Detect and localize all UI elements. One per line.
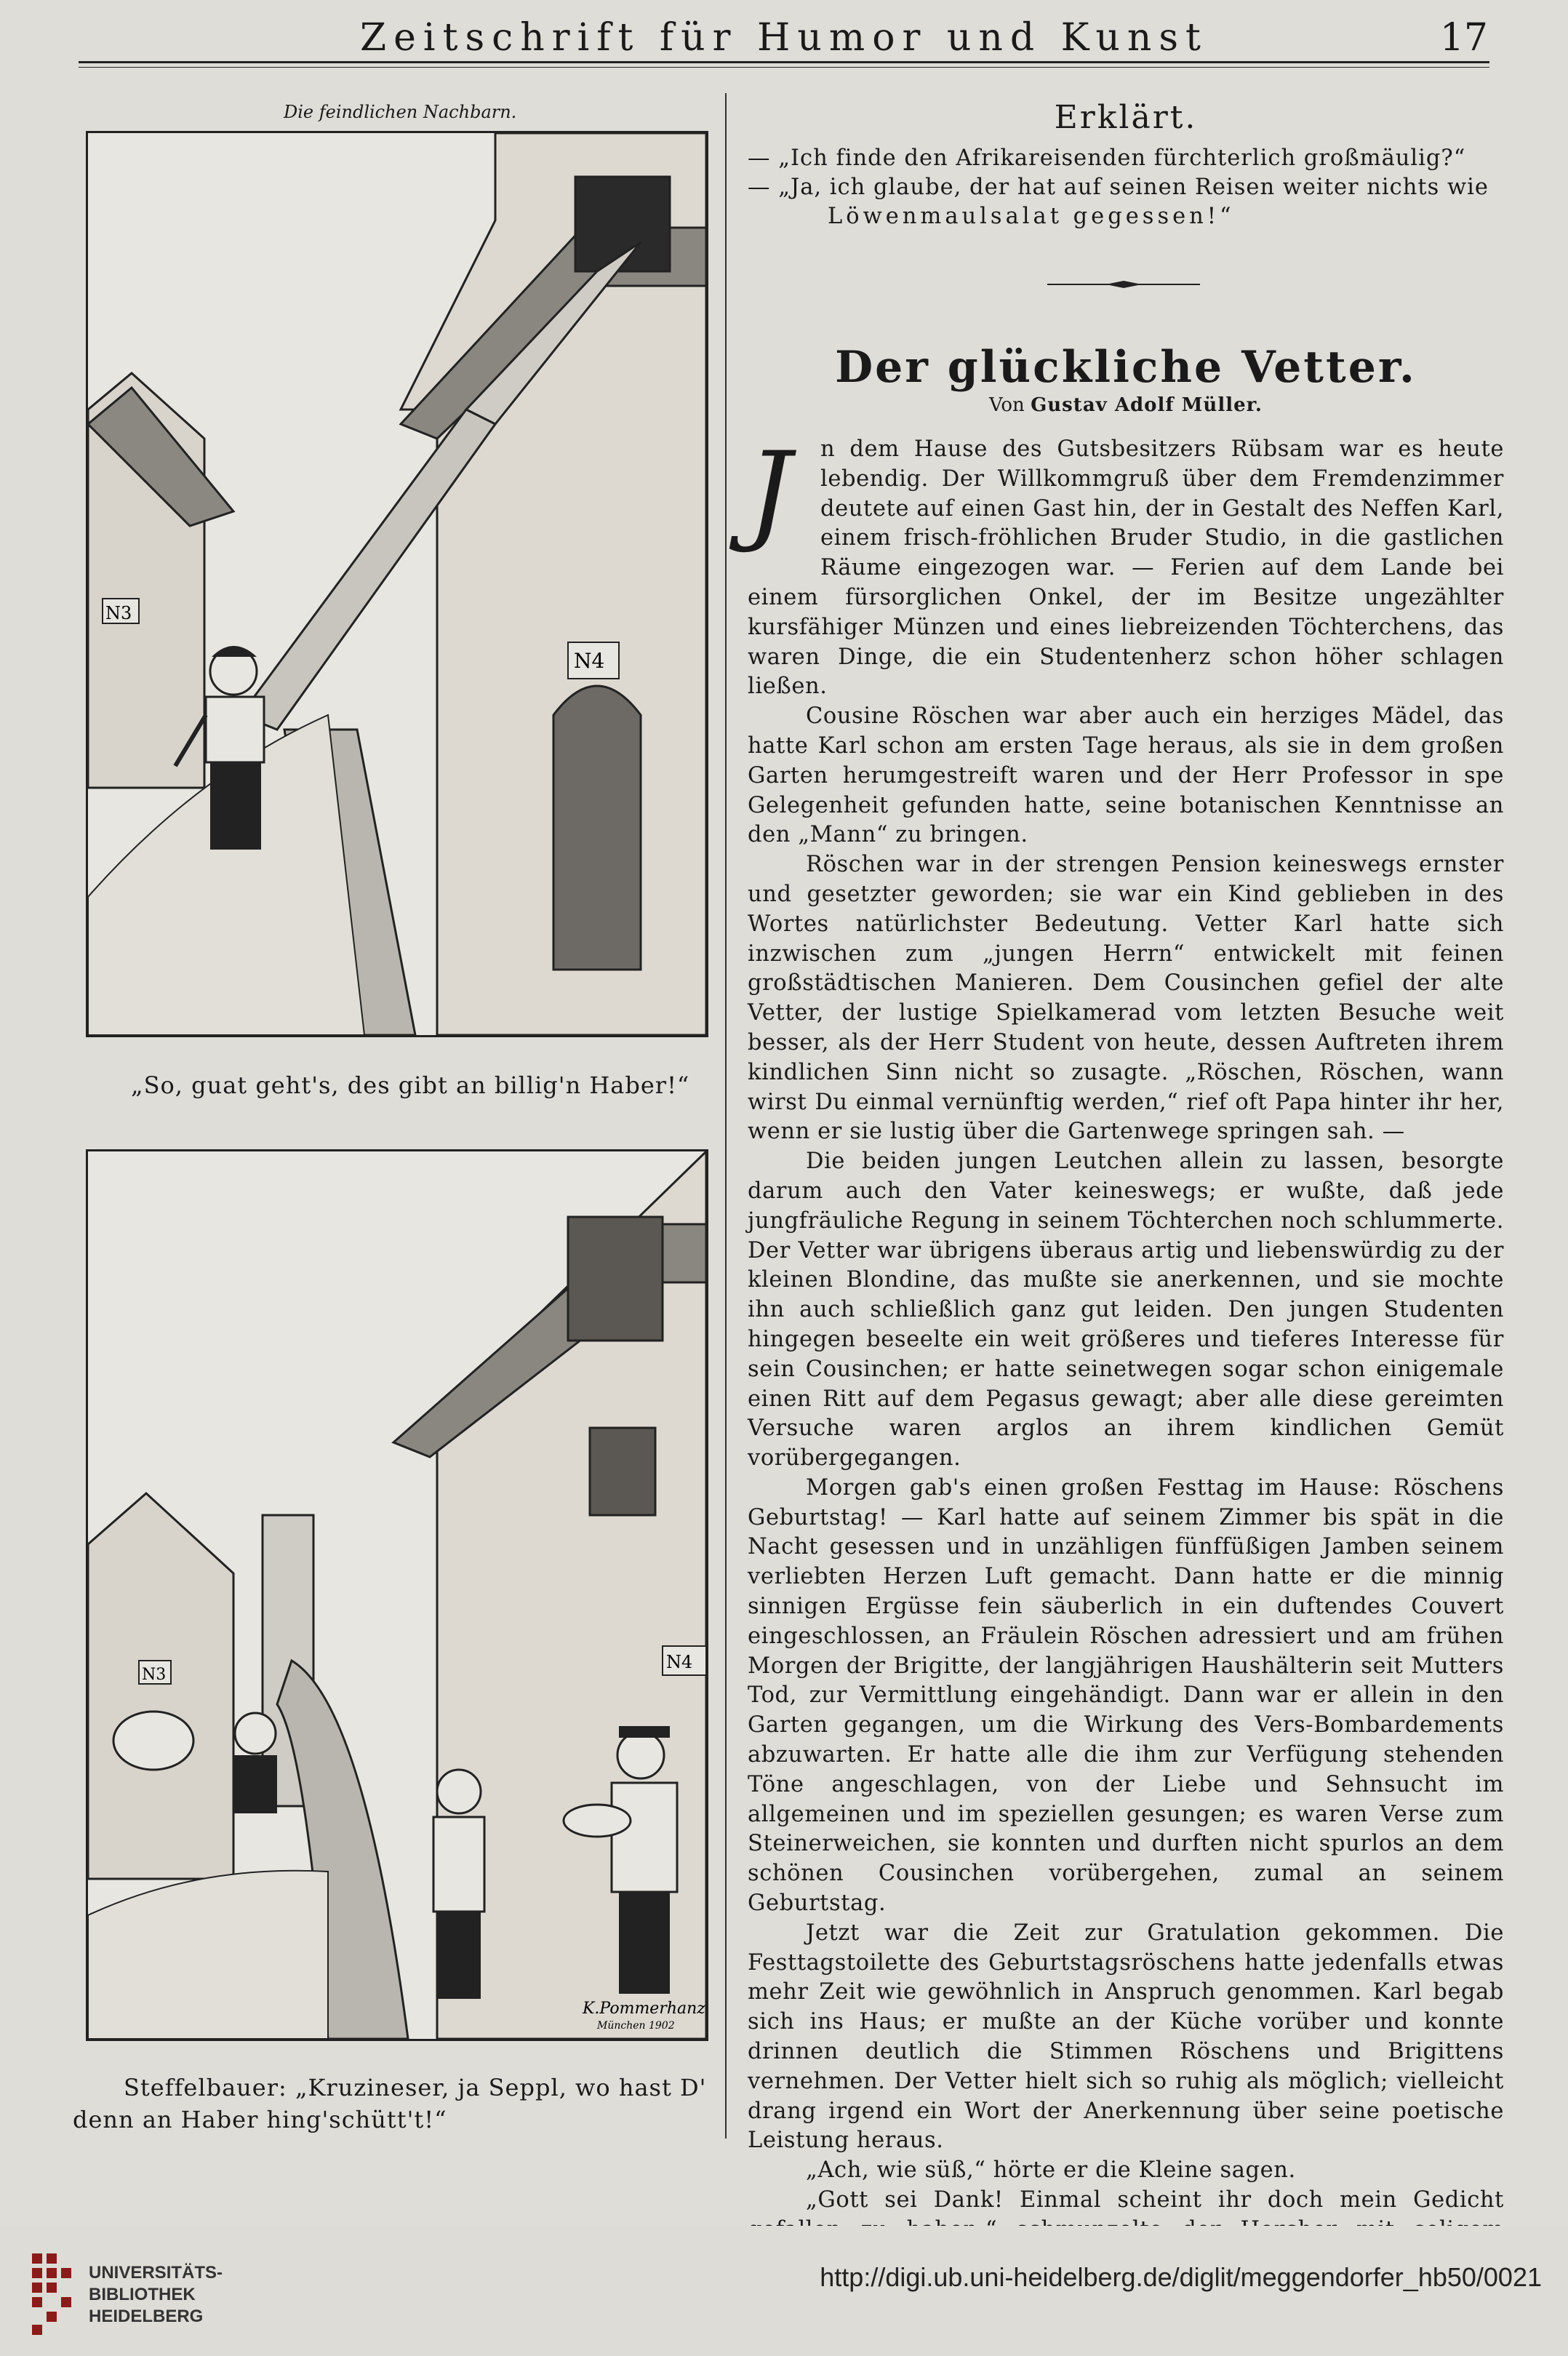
story-body <box>748 429 1504 2275</box>
section-heading-erklaert: Erklärt. <box>1054 99 1198 136</box>
library-name <box>89 2262 223 2328</box>
story-title: Der glückliche Vetter. <box>835 342 1417 393</box>
story-paragraph-3: Röschen war in der strengen Pension keineswegs ernster und gesetzter geworden; sie war ein Kind geblieben in des Wortes natürlichster Bedeutung. Vetter Karl hatte sich inzwischen zum „jungen Herrn“ entwickelt mit feinen großstädtischen Manieren. Dem Cousinchen gefiel der alte Vetter, der lustige Spielkamerad vom letzten Besuche weit besser, als der Herr Student von heute, dessen Auftreten ihrem kindlichen Sinn nicht so zusagte. „Röschen, Röschen, wann wirst Du einmal vernünftig werden,“ rief oft Papa hinter ihr her, wenn er sie lustig über die Gartenwege springen sah. — <box>748 852 1504 1145</box>
running-head <box>0 10 1568 61</box>
library-logo-icon <box>29 2253 76 2335</box>
house-sign-left: N3 <box>105 603 132 623</box>
story-paragraph-6: Jetzt war die Zeit zur Gratulation gekommen. Die Festtagstoilette des Geburtstagsröschens hatte jedenfalls etwas mehr Zeit wie gewöhnlich in Anspruch genommen. Karl begab sich ins Haus; er mußte an der Küche vorüber und konnte drinnen deutlich die Stimmen Röschens und Brigittens vernehmen. Der Vetter hielt sich so ruhig als möglich; vielleicht drang irgend ein Wort der Anerkennung über seine poetische Leistung heraus. <box>748 1920 1504 2154</box>
dialogue-line-3: Löwenmaulsalat gegessen!“ <box>828 204 1235 229</box>
cartoon-panel-2 <box>86 1149 708 2041</box>
section-divider-ornament <box>1047 279 1200 289</box>
source-url-link[interactable]: http://digi.ub.uni-heidelberg.de/diglit/meggendorfer_hb50/0021 <box>820 2262 1542 2292</box>
story-paragraph-8: „Gott sei Dank! Einmal scheint ihr doch mein Gedicht <box>806 2187 1504 2213</box>
house-sign-right: N4 <box>574 649 605 673</box>
story-paragraph-1 <box>748 429 1504 702</box>
house-sign-left-2: N3 <box>142 1666 167 1684</box>
header-rule-thin <box>79 67 1489 68</box>
cartoon-title: Die feindlichen Nachbarn. <box>284 102 517 122</box>
artist-signature: K.Pommerhanz <box>583 2000 705 2018</box>
cartoon-caption-2-line2: denn an Haber hing'schütt't!“ <box>73 2106 447 2133</box>
house-sign-right-2: N4 <box>666 1652 693 1672</box>
dialogue-line-2: — „Ja, ich glaube, der hat auf seinen Reisen weiter nichts wie <box>748 175 1489 200</box>
byline <box>748 394 1504 416</box>
library-name-line-1: UNIVERSITÄTS- <box>89 2263 223 2283</box>
byline-author: Gustav Adolf Müller. <box>1031 394 1263 416</box>
cartoon-illustration-1 <box>88 133 706 1035</box>
dialogue-line-1: — „Ich finde den Afrikareisenden fürchterlich großmäulig?“ <box>748 145 1466 171</box>
story-paragraph-7: „Ach, wie süß,“ hörte er die Kleine sagen. <box>806 2157 1296 2184</box>
dropcap: J <box>748 429 792 556</box>
header-rule <box>79 61 1489 63</box>
story-paragraph-4: Die beiden jungen Leutchen allein zu lassen, besorgte darum auch den Vater keineswegs; er wußte, daß jede jungfräuliche Regung in seinem Töchterchen noch schlummerte. Der Vetter war übrigens überaus artig und liebenswürdig zu der kleinen Blondine, das mußte sie anerkennen, und sie mochte ihn auch schließlich ganz gut leiden. Den jungen Studenten hingegen beseelte ein weit größeres und tieferes Interesse für sein Cousinchen; er hatte seinetwegen sogar schon einigemale einen Ritt auf dem Pegasus gewagt; aber alle diese gereimten Versuche waren arglos an ihrem kindlichen Gemüt vorübergegangen. <box>748 1149 1504 1471</box>
page-number: 17 <box>1439 16 1488 60</box>
story-paragraph-2: Cousine Röschen war aber auch ein herziges Mädel, das hatte Karl schon am ersten Tage heraus, als sie in dem großen Garten herumgestreift waren und der Herr Professor in spe Gelegenheit gefunden hatte, seine botanischen Kenntnisse an den „Mann“ zu bringen. <box>748 703 1504 848</box>
story-paragraph-5: Morgen gab's einen großen Festtag im Hause: Röschens Geburtstag! — Karl hatte auf seinem Zimmer bis spät in die Nacht gesessen und in unzähligen fünffüßigen Jamben seinem verliebten Herzen Luft gemacht. Dann hatte er die minnig sinnigen Ergüsse fein säuberlich in ein duftendes Couvert eingeschlossen, an Fräulein Röschen adressiert und am frühen Morgen der Brigitte, der langjährigen Haushälterin seit Mutters Tod, zur Vermittlung eingehändigt. Dann war er allein in den Garten gegangen, um die Wirkung des Vers-Bombardements abzuwarten. Er hatte alle die ihm zur Verfügung stehenden Töne angeschlagen, von der Liebe und Sehnsucht im allgemeinen und im speziellen gesungen; es waren Verse zum Steinerweichen, sie konnten und durften nicht spurlos an dem schönen Cousinchen vorübergehen, zumal an seinem Geburtstag. <box>748 1474 1504 1917</box>
section-erklaert <box>748 99 1504 136</box>
running-title: Zeitschrift für Humor und Kunst <box>360 16 1208 60</box>
library-name-line-2: BIBLIOTHEK <box>89 2285 196 2304</box>
byline-prefix: Von <box>989 394 1025 416</box>
story-paragraph-1-text: n dem Hause des Gutsbesitzers Rübsam war es heute lebendig. Der Willkommgruß über dem Fremdenzimmer deutete auf einen Gast hin, der in Gestalt des Neffen Karl, einem frisch-fröhlichen Bruder Studio, in die gastlichen Räume eingezogen war. — Ferien auf dem Lande bei einem fürsorglichen Onkel, der im Besitze ungezählter kursfähiger Münzen und eines liebreizenden Töchterchens, das waren Dinge, die ein Studentenherz schon höher schlagen ließen. <box>748 436 1504 700</box>
artist-signature-date: München 1902 <box>597 2020 675 2032</box>
library-name-line-3: HEIDELBERG <box>89 2307 204 2326</box>
column-divider <box>725 93 727 2139</box>
cartoon-panel-1 <box>86 131 708 1037</box>
cartoon-caption-1: „So, guat geht's, des gibt an billig'n Haber!“ <box>131 1071 690 1099</box>
erklaert-dialogue <box>748 144 1504 231</box>
cartoon-illustration-2 <box>88 1151 706 2039</box>
cartoon-caption-2-line1: Steffelbauer: „Kruzineser, ja Seppl, wo hast D' <box>124 2074 707 2101</box>
